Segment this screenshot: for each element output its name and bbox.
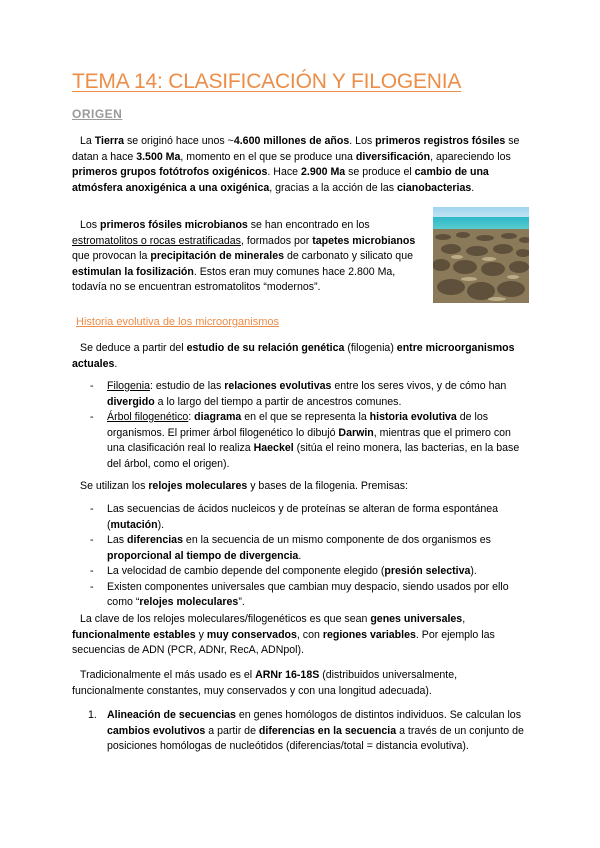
bullet-dash: - [90,580,94,593]
list-item: - Árbol filogenético: diagrama en el que se representa la historia evolutiva de los organismos. El primer árbol filogenético lo dibujó Darwin, mientras que el primero con una clasificación real lo realiza Haeckel (sitúa el reino monera, las bacterias, en la base del árbol, como el origen). [90,411,520,470]
list-item: - Existen componentes universales que cambian muy despacio, siendo usados por ello como “relojes moleculares”. [90,580,509,608]
section-heading-origen: ORIGEN [72,107,123,121]
paragraph-arnr: Tradicionalmente el más usado es el ARNr 16-18S (distribuidos universalmente, funcionalmente constantes, muy conservados y con una longitud adecuada). [72,669,458,697]
stromatolite-image [433,207,529,303]
list-item: - Filogenia: estudio de las relaciones evolutivas entre los seres vivos, y de cómo han divergido a lo largo del tiempo a partir de ancestros comunes. [90,380,507,408]
list-item: - La velocidad de cambio depende del componente elegido (presión selectiva). [72,564,530,580]
bullet-dash: - [90,534,94,546]
definition-list [72,379,530,472]
list-number: 1. [88,709,97,721]
section-heading-historia: Historia evolutiva de los microorganismos [76,316,279,328]
bullet-dash: - [90,565,94,577]
page-title: TEMA 14: CLASIFICACIÓN Y FILOGENIA [72,70,462,93]
bullet-dash: - [90,503,94,515]
list-item: - Las secuencias de ácidos nucleicos y de proteínas se alteran de forma espontánea (mutación). [90,503,499,531]
stromatolite-photo [433,207,529,303]
bullet-dash: - [90,411,94,423]
paragraph-relojes: Se utilizan los relojes moleculares y bases de la filogenia. Premisas: [80,480,409,492]
list-item: - Las diferencias en la secuencia de un mismo componente de dos organismos es proporcional al tiempo de divergencia. [90,534,491,562]
paragraph-fossils: Los primeros fósiles microbianos se han encontrado en los estromatolitos o rocas estratificadas, formados por tapetes microbianos que provocan la precipitación de minerales de carbonato y silicato que estimulan la fosilización. Estos eran muy comunes hace 2.800 Ma, todavía no se encuentran estromatolitos “modernos”. [72,219,416,293]
paragraph-deduce: Se deduce a partir del estudio de su relación genética (filogenia) entre microorganismos actuales. [72,342,515,370]
bullet-dash: - [90,380,94,392]
paragraph-origin: La Tierra se originó hace unos ~4.600 millones de años. Los primeros registros fósiles se datan a hace 3.500 Ma, momento en el que se produce una diversificación, apareciendo los primeros grupos fotótrofos oxigénicos. Hace 2.900 Ma se produce el cambio de una atmósfera anoxigénica a una oxigénica, gracias a la acción de las cianobacterias. [72,135,520,194]
paragraph-clave: La clave de los relojes moleculares/filogenéticos es que sean genes universales, funcionalmente estables y muy conservados, con regiones variables. Por ejemplo las secuencias de ADN (PCR, ADNr, RecA, ADNpol). [72,613,495,656]
numbered-list [72,708,530,755]
premises-list [72,502,530,611]
list-item: 1. Alineación de secuencias en genes homólogos de distintos individuos. Se calculan los cambios evolutivos a partir de diferencias en la secuencia a través de un conjunto de posiciones homólogas de nucleótidos (diferencias/total = distancia evolutiva). [88,709,524,752]
